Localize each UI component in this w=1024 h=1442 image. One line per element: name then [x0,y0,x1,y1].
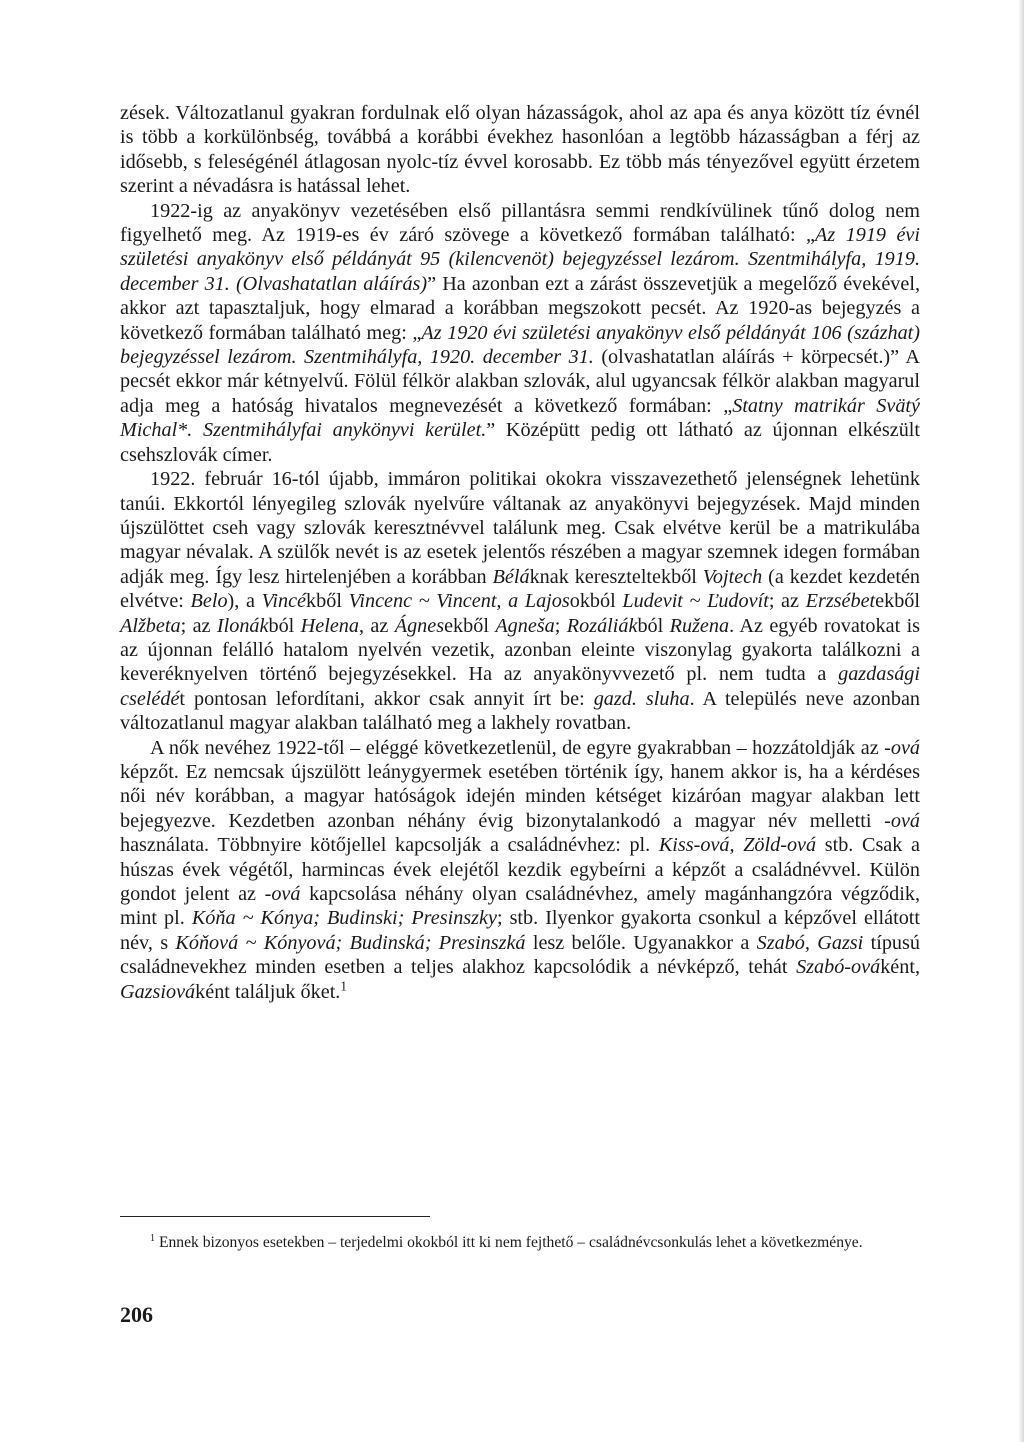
italic-text: Szabó-ová [796,956,881,979]
italic-text: -ová [264,883,301,905]
text-run: ekből [444,614,496,637]
text-run: . A település neve azonban változatlanul magyar alakban található meg a lakhely rovatban. [120,687,920,735]
text-run: ból [637,614,670,637]
text-run: t pontosan lefordítani, akkor csak annyit írt be: [179,687,594,710]
italic-text: Az 1919 évi születési anyakönyv első példányát 95 (kilencvenöt) bejegyzéssel lezárom. Szentmihályfa, 1919. december 31. (Olvashatatlan aláírás) [120,224,920,295]
footnote-text: Ennek bizonyos esetekben – terjedelmi okokból itt ki nem fejthető – családnévcsonkulás lehet a következménye. [155,1234,863,1251]
italic-text: Erzsébet [805,590,876,613]
page-number: 206 [120,1302,153,1327]
text-run: okból [569,590,623,613]
text-run: knak kereszteltekből [529,565,703,588]
text-run: 1922-ig az anyakönyv vezetésében első pillantásra semmi rendkívülinek tűnő dolog nem figyelhető meg. Az 1919-es év záró szövege a következő formában található: „ [120,199,920,247]
text-run: kből [306,590,349,613]
scan-edge-shadow [1018,0,1024,1442]
text-run: 1922. február 16-tól újabb, immáron politikai okokra visszavezethető jelenségnek lehetünk tanúi. Ekkortól lényegileg szlovák nyelvűre váltanak az anyakönyvi bejegyzések. Majd minden újszülöttet cseh vagy szlovák keresztnévvel találunk meg. Csak elvétve kerül be a matrikulába magyar névalak. A szülők nevét is az esetek jelentős részében a magyar szemnek idegen formában adják meg. Így lesz hirtelenjében a korábban [120,468,920,588]
text-run: ” Középütt pedig ott látható az újonnan elkészült csehszlovák címer. [120,419,920,466]
text-run: ; az [768,590,806,613]
text-run: (olvashatatlan aláírás + körpecsét.)” A pecsét ekkor már kétnyelvű. Fölül félkör alakban szlovák, alul ugyancsak félkör alakban magyarul adja meg a hatóság hivatalos megnevezését a következő formában: „ [120,346,920,417]
italic-text: Ilonák [216,614,269,637]
italic-text: Ágnes [394,614,445,637]
italic-text: Kóňová ~ Kónyová; Budinská; Presinszká [175,931,526,954]
text-run: ból [268,614,301,637]
text-run: . Az egyéb rovatokat is az újonnan felálló hatalom nyelvén vezetik, azonban eleinte viszonylag gyakorta találkozni a keveréknyelven történő bejegyzésekkel. Ha az anyakönyvvezető pl. nem tudta a [120,614,921,686]
italic-text: Helena [300,614,359,637]
italic-text: Az 1920 évi születési anyakönyv első példányát 106 (százhat) bejegyzéssel lezárom. Szentmihályfa, 1920. december 31. [120,321,921,369]
italic-text: Ružena [669,614,730,637]
text-run: A nők nevéhez 1922-től – eléggé következetlenül, de egyre gyakrabban – hozzátoldják az [150,736,885,759]
italic-text: Agneša [495,614,555,637]
text-run: (a kezdet kezdetén elvétve: [120,565,921,613]
text-run: ), a [227,590,262,613]
text-run: lesz belőle. Ugyanakkor a [525,931,757,954]
italic-text: Vojtech [702,565,763,588]
text-run: ként találjuk őket. [195,980,341,1003]
body-text [120,101,920,1004]
text-run: , az [358,614,395,637]
text-run: zések. Változatlanul gyakran fordulnak elő olyan házasságok, ahol az apa és anya között tíz évnél is több a korkülönbség, továbbá a korábbi évekhez hasonlóan a legtöbb házasságban a férj az idősebb, s feleségénél átlagosan nyolc-tíz évvel korosabb. Ez több más tényezővel együtt érzetem szerint a névadásra is hatással lehet. [120,102,920,198]
text-run: ként, [880,956,920,979]
italic-text: Alžbeta [120,614,181,637]
text-run: stb. Csak a húszas évek végétől, harmincas évek elejétől kezdik egybeírni a képzőt a családnévvel. Külön gondot jelent az [120,834,920,905]
paragraph [120,199,920,467]
footnote [120,1232,920,1253]
italic-text: Bélá [492,565,530,588]
italic-text: -ová [884,736,920,759]
paragraph [120,736,920,1004]
italic-text: Statny matrikár Svätý Michal*. Szentmihályfai anykönyvi kerület. [120,394,920,442]
footnote-separator [120,1216,430,1217]
italic-text: -ová [884,809,920,832]
text-run: használata. Többnyire kötőjellel kapcsolják a családnévhez: pl. [120,834,659,857]
italic-text: gazdasági cselédé [120,663,920,710]
text-run: ; az [180,614,217,637]
italic-text: Kóňa ~ Kónya; Budinski; Presinszky [191,907,497,930]
italic-text: Vincenc ~ Vincent, a Lajos [348,590,570,613]
italic-text: Szabó, Gazsi [756,931,864,954]
italic-text: gazd. sluha [593,687,690,710]
italic-text: Rozáliák [566,614,638,637]
footnote-reference: 1 [340,977,347,993]
text-run: ; stb. Ilyenkor gyakorta csonkul a képzővel ellátott név, s [120,907,921,954]
text-run: képzőt. Ez nemcsak újszülött leánygyermek esetében történik így, hanem akkor is, ha a kérdéses női név korábban, a magyar hatóságok idején minden kétséget kizáróan magyar alakban lett bejegyezve. Kezdetben azonban néhány évig bizonytalankodó a magyar név melletti [120,760,920,832]
paragraph [120,101,920,199]
italic-text: Gazsiová [120,980,196,1003]
text-run: ” Ha azonban ezt a zárást összevetjük a megelőző évekével, akkor azt tapasztaljuk, hogy elmarad a korábban megszokott pecsét. Az 1920-as bejegyzés a következő formában található meg: „ [120,272,920,344]
italic-text: Belo [190,590,228,613]
text-run: ekből [875,590,921,613]
italic-text: Ludevit ~ Ľudovít [622,590,769,613]
paragraph [120,467,920,735]
text-run: ; [554,614,567,637]
italic-text: Kiss-ová, Zöld-ová [658,834,817,857]
text-run: típusú családnevekhez minden esetben a teljes alakhoz kapcsolódik a névképző, tehát [120,931,920,979]
text-run: kapcsolása néhány olyan családnévhez, amely magánhangzóra végződik, mint pl. [120,883,920,930]
footnote-marker: 1 [150,1232,156,1244]
italic-text: Vincé [261,590,307,613]
